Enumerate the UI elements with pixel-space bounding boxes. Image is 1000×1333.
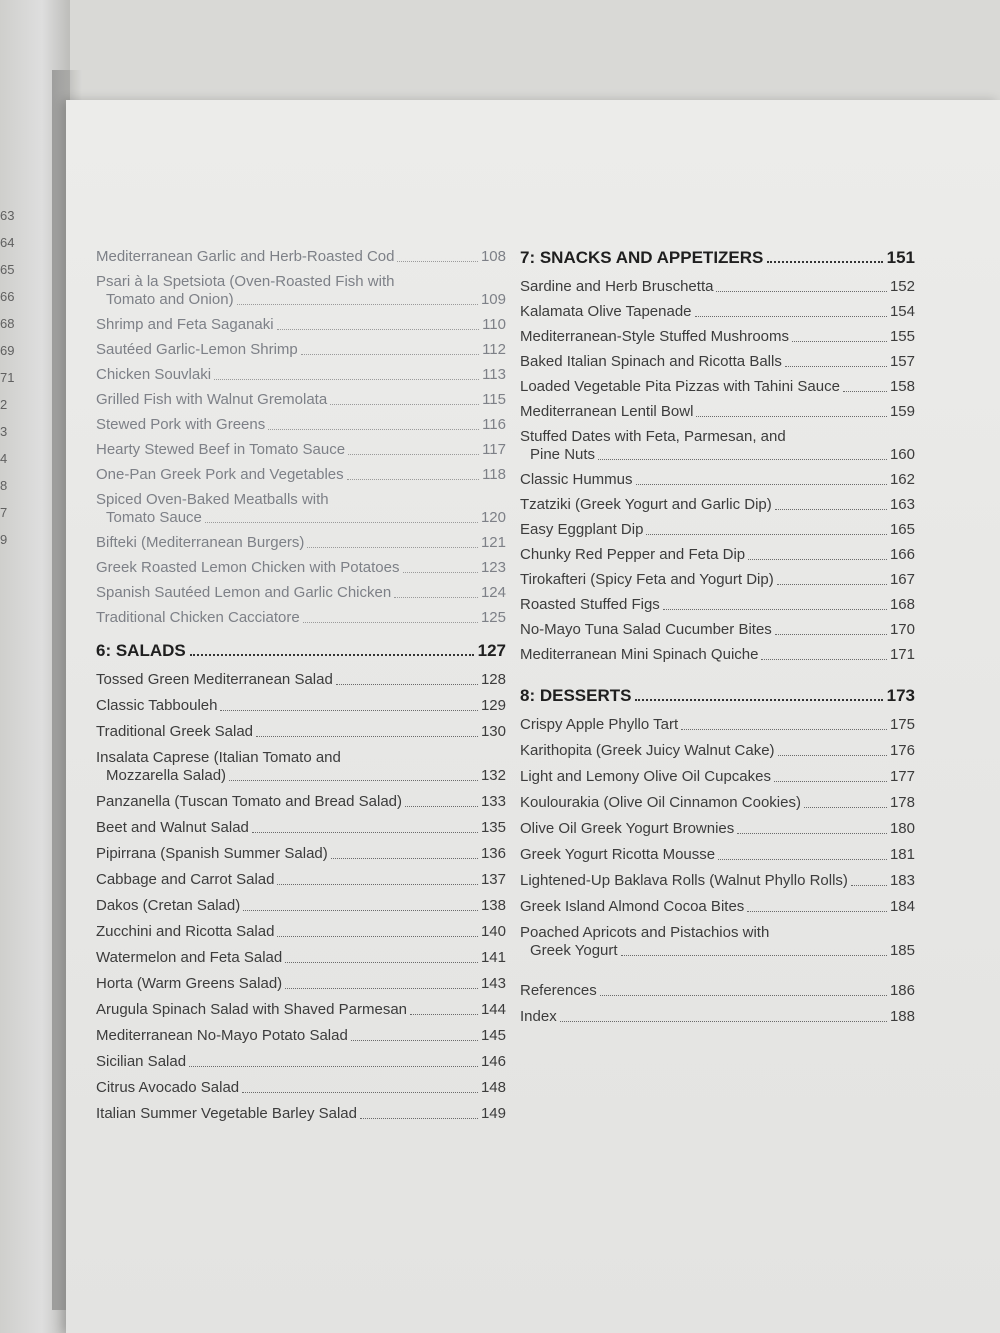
dot-leader: [405, 806, 478, 807]
entry-page: 138: [480, 897, 506, 914]
entry-page: 141: [480, 949, 506, 966]
entry-title: Insalata Caprese (Italian Tomato and: [96, 749, 341, 766]
entry-page: 180: [889, 820, 915, 837]
toc-entry: [520, 303, 915, 321]
chapter-page: 151: [886, 248, 915, 267]
entry-title: Grilled Fish with Walnut Gremolata: [96, 391, 328, 408]
margin-number: 64: [0, 235, 15, 250]
toc-entry: [96, 534, 506, 552]
margin-number: 69: [0, 343, 15, 358]
entry-page: 181: [889, 846, 915, 863]
dot-leader: [214, 379, 479, 380]
dot-leader: [775, 509, 887, 510]
entry-page: 135: [480, 819, 506, 836]
toc-entry: [520, 428, 915, 464]
entry-title: Olive Oil Greek Yogurt Brownies: [520, 820, 735, 837]
margin-number: 68: [0, 316, 15, 331]
toc-entry: [520, 716, 915, 734]
entry-title: Classic Tabbouleh: [96, 697, 218, 714]
dot-leader: [277, 884, 478, 885]
toc-entry: [96, 341, 506, 359]
margin-number: 4: [0, 451, 8, 466]
toc-entry: [96, 819, 506, 837]
toc-entry: [96, 671, 506, 689]
entry-page: 140: [480, 923, 506, 940]
dot-leader: [747, 911, 887, 912]
dot-leader: [843, 391, 887, 392]
margin-number: 66: [0, 289, 15, 304]
dot-leader: [277, 936, 478, 937]
chapter-title: 8: DESSERTS: [520, 686, 632, 705]
dot-leader: [635, 699, 882, 701]
entry-title: One-Pan Greek Pork and Vegetables: [96, 466, 344, 483]
entry-page: 159: [889, 403, 915, 420]
toc-entry: [96, 749, 506, 785]
toc-entry: [96, 949, 506, 967]
entry-page: 123: [480, 559, 506, 576]
entry-page: 163: [889, 496, 915, 513]
entry-page: 112: [482, 341, 506, 358]
dot-leader: [718, 859, 887, 860]
dot-leader: [785, 366, 887, 367]
dot-leader: [277, 329, 479, 330]
dot-leader: [767, 261, 882, 263]
entry-title-cont: Tomato Sauce: [106, 509, 202, 526]
toc-entry: [520, 646, 915, 664]
entry-title-cont: Mozzarella Salad): [106, 767, 227, 784]
entry-page: 118: [482, 466, 506, 483]
entry-page: 158: [889, 378, 915, 395]
entry-page: 162: [889, 471, 915, 488]
dot-leader: [696, 416, 887, 417]
entry-title: Chunky Red Pepper and Feta Dip: [520, 546, 746, 563]
entry-line-2: [520, 942, 915, 960]
dot-leader: [716, 291, 887, 292]
toc-entry: [520, 328, 915, 346]
entry-title: Tirokafteri (Spicy Feta and Yogurt Dip): [520, 571, 774, 588]
margin-number: 8: [0, 478, 8, 493]
entry-page: 149: [480, 1105, 506, 1122]
entry-title: Spiced Oven-Baked Meatballs with: [96, 491, 329, 508]
entry-page: 129: [480, 697, 506, 714]
toc-entry: [520, 820, 915, 838]
entry-page: 117: [482, 441, 506, 458]
dot-leader: [237, 304, 478, 305]
entry-page: 178: [889, 794, 915, 811]
dot-leader: [242, 1092, 478, 1093]
entry-title: No-Mayo Tuna Salad Cucumber Bites: [520, 621, 772, 638]
entry-page: 116: [482, 416, 506, 433]
entry-title: Koulourakia (Olive Oil Cinnamon Cookies): [520, 794, 801, 811]
entry-page: 110: [482, 316, 506, 333]
entry-title: Tzatziki (Greek Yogurt and Garlic Dip): [520, 496, 772, 513]
entry-title: Sicilian Salad: [96, 1053, 187, 1070]
entry-page: 183: [889, 872, 915, 889]
margin-number: 2: [0, 397, 8, 412]
dot-leader: [695, 316, 887, 317]
entry-title: Mediterranean Mini Spinach Quiche: [520, 646, 759, 663]
entry-page: 176: [889, 742, 915, 759]
toc-entry: [520, 621, 915, 639]
toc-entry: [520, 596, 915, 614]
margin-number: 63: [0, 208, 15, 223]
entry-page: 154: [889, 303, 915, 320]
entry-title: Spanish Sautéed Lemon and Garlic Chicken: [96, 584, 392, 601]
entry-page: 108: [480, 248, 506, 265]
dot-leader: [330, 404, 479, 405]
dot-leader: [360, 1118, 478, 1119]
dot-leader: [804, 807, 887, 808]
entry-title: Sardine and Herb Bruschetta: [520, 278, 714, 295]
entry-title: Greek Yogurt Ricotta Mousse: [520, 846, 716, 863]
entry-page: 133: [480, 793, 506, 810]
entry-page: 144: [480, 1001, 506, 1018]
dot-leader: [394, 597, 478, 598]
dot-leader: [229, 780, 478, 781]
entry-page: 109: [480, 291, 506, 308]
dot-leader: [205, 522, 478, 523]
entry-title: Shrimp and Feta Saganaki: [96, 316, 274, 333]
chapter-heading-snacks: [520, 248, 915, 268]
entry-title: Horta (Warm Greens Salad): [96, 975, 283, 992]
dot-leader: [331, 858, 478, 859]
toc-entry: [96, 559, 506, 577]
entry-page: 136: [480, 845, 506, 862]
entry-page: 128: [480, 671, 506, 688]
entry-page: 175: [889, 716, 915, 733]
toc-entry: [96, 248, 506, 266]
toc-entry: [520, 846, 915, 864]
entry-title: Hearty Stewed Beef in Tomato Sauce: [96, 441, 346, 458]
chapter-title: 6: SALADS: [96, 641, 186, 660]
dot-leader: [777, 584, 887, 585]
entry-title-cont: Tomato and Onion): [106, 291, 234, 308]
toc-entry: [96, 466, 506, 484]
dot-leader: [285, 988, 478, 989]
entry-title: Traditional Greek Salad: [96, 723, 254, 740]
chapter-heading-desserts: [520, 686, 915, 706]
dot-leader: [663, 609, 887, 610]
entry-title: Crispy Apple Phyllo Tart: [520, 716, 679, 733]
entry-page: 148: [480, 1079, 506, 1096]
entry-title: Easy Eggplant Dip: [520, 521, 644, 538]
toc-entry: [96, 366, 506, 384]
dot-leader: [778, 755, 887, 756]
entry-title: Baked Italian Spinach and Ricotta Balls: [520, 353, 782, 370]
facing-page-numbers: [0, 208, 24, 559]
toc-entry: [520, 496, 915, 514]
dot-leader: [761, 659, 887, 660]
chapter-page: 173: [886, 686, 915, 705]
entry-title: Mediterranean Lentil Bowl: [520, 403, 694, 420]
entry-page: 124: [480, 584, 506, 601]
toc-entry: [96, 845, 506, 863]
toc-entry: [96, 975, 506, 993]
toc-entry: [520, 924, 915, 960]
dot-leader: [252, 832, 478, 833]
dot-leader: [636, 484, 887, 485]
dot-leader: [560, 1021, 887, 1022]
dot-leader: [737, 833, 887, 834]
dot-leader: [303, 622, 478, 623]
dot-leader: [775, 634, 887, 635]
toc-entry: [96, 793, 506, 811]
entry-title: Traditional Chicken Cacciatore: [96, 609, 300, 626]
toc-entry: [96, 273, 506, 309]
entry-line-2: [520, 446, 915, 464]
toc-entry: [96, 584, 506, 602]
entry-title: Dakos (Cretan Salad): [96, 897, 241, 914]
margin-number: 3: [0, 424, 8, 439]
entry-page: 115: [482, 391, 506, 408]
toc-entry: [96, 491, 506, 527]
entry-title-cont: Pine Nuts: [530, 446, 596, 463]
dot-leader: [646, 534, 887, 535]
toc-entry: [96, 1105, 506, 1123]
dot-leader: [256, 736, 478, 737]
chapter-heading-salads: [96, 641, 506, 661]
entry-title: Cabbage and Carrot Salad: [96, 871, 275, 888]
entry-page: 157: [889, 353, 915, 370]
entry-page: 143: [480, 975, 506, 992]
toc-entry: [96, 723, 506, 741]
entry-title: Greek Island Almond Cocoa Bites: [520, 898, 745, 915]
snacks-entries: [520, 278, 915, 664]
entry-title: Tossed Green Mediterranean Salad: [96, 671, 333, 688]
dot-leader: [774, 781, 887, 782]
entry-title: Beet and Walnut Salad: [96, 819, 249, 836]
dot-leader: [243, 910, 478, 911]
dot-leader: [600, 995, 887, 996]
entry-page: 170: [889, 621, 915, 638]
entry-title: Stuffed Dates with Feta, Parmesan, and: [520, 428, 786, 445]
dot-leader: [285, 962, 478, 963]
entry-title: References: [520, 982, 597, 999]
toc-entry: [96, 441, 506, 459]
dot-leader: [397, 261, 477, 262]
dot-leader: [748, 559, 887, 560]
toc-entry: [96, 1053, 506, 1071]
entry-title-cont: Greek Yogurt: [530, 942, 618, 959]
entry-line-2: [96, 291, 506, 309]
entry-title: Roasted Stuffed Figs: [520, 596, 660, 613]
entry-page: 184: [889, 898, 915, 915]
entry-title: Zucchini and Ricotta Salad: [96, 923, 275, 940]
margin-number: 65: [0, 262, 15, 277]
entry-title: Chicken Souvlaki: [96, 366, 212, 383]
entry-title: Pipirrana (Spanish Summer Salad): [96, 845, 328, 862]
toc-entry: [96, 697, 506, 715]
entry-page: 167: [889, 571, 915, 588]
entry-title: Lightened-Up Baklava Rolls (Walnut Phyllo Rolls): [520, 872, 848, 889]
entry-page: 121: [480, 534, 506, 551]
entry-title: Light and Lemony Olive Oil Cupcakes: [520, 768, 771, 785]
dot-leader: [301, 354, 479, 355]
toc-entry: [520, 378, 915, 396]
entry-title: Poached Apricots and Pistachios with: [520, 924, 770, 941]
toc-entry: [520, 898, 915, 916]
back-matter-entries: [520, 982, 915, 1026]
entry-title: Stewed Pork with Greens: [96, 416, 266, 433]
dot-leader: [681, 729, 887, 730]
toc-entry: [520, 278, 915, 296]
dot-leader: [851, 885, 887, 886]
margin-number: 7: [0, 505, 8, 520]
toc-entry: [520, 546, 915, 564]
entry-page: 113: [482, 366, 506, 383]
toc-entry: [520, 982, 915, 1000]
entry-page: 130: [480, 723, 506, 740]
entry-title: Watermelon and Feta Salad: [96, 949, 283, 966]
toc-entry: [520, 872, 915, 890]
entry-page: 185: [889, 942, 915, 959]
toc-entry: [520, 403, 915, 421]
entry-title: Classic Hummus: [520, 471, 633, 488]
entry-title: Index: [520, 1008, 557, 1025]
entry-page: 188: [889, 1008, 915, 1025]
entry-title: Panzanella (Tuscan Tomato and Bread Salad): [96, 793, 403, 810]
toc-entry: [520, 353, 915, 371]
dot-leader: [189, 1066, 478, 1067]
entry-page: 132: [480, 767, 506, 784]
entry-title: Karithopita (Greek Juicy Walnut Cake): [520, 742, 775, 759]
entry-line-2: [96, 509, 506, 527]
toc-entry: [520, 571, 915, 589]
entry-title: Psari à la Spetsiota (Oven-Roasted Fish with: [96, 273, 395, 290]
entry-page: 120: [480, 509, 506, 526]
entry-page: 145: [480, 1027, 506, 1044]
toc-entry: [96, 1001, 506, 1019]
entry-title: Loaded Vegetable Pita Pizzas with Tahini Sauce: [520, 378, 840, 395]
entry-page: 177: [889, 768, 915, 785]
dot-leader: [351, 1040, 478, 1041]
dot-leader: [792, 341, 887, 342]
toc-entry: [520, 1008, 915, 1026]
entry-title: Sautéed Garlic-Lemon Shrimp: [96, 341, 298, 358]
entry-title: Kalamata Olive Tapenade: [520, 303, 692, 320]
entry-title: Mediterranean No-Mayo Potato Salad: [96, 1027, 348, 1044]
toc-entry: [96, 923, 506, 941]
entry-page: 186: [889, 982, 915, 999]
toc-entry: [96, 609, 506, 627]
dot-leader: [347, 479, 479, 480]
entry-line-2: [96, 767, 506, 785]
desserts-entries: [520, 716, 915, 960]
toc-entry: [520, 471, 915, 489]
entry-title: Citrus Avocado Salad: [96, 1079, 240, 1096]
toc-entry: [520, 768, 915, 786]
toc-entry: [96, 871, 506, 889]
salads-entries: [96, 671, 506, 1123]
toc-entry: [96, 897, 506, 915]
dot-leader: [348, 454, 479, 455]
entry-title: Arugula Spinach Salad with Shaved Parmesan: [96, 1001, 408, 1018]
chapter-title: 7: SNACKS AND APPETIZERS: [520, 248, 764, 267]
dot-leader: [336, 684, 478, 685]
entry-page: 137: [480, 871, 506, 888]
toc-entry: [96, 391, 506, 409]
entry-page: 168: [889, 596, 915, 613]
entry-page: 166: [889, 546, 915, 563]
toc-entry: [96, 1079, 506, 1097]
entry-title: Bifteki (Mediterranean Burgers): [96, 534, 305, 551]
entry-title: Mediterranean Garlic and Herb-Roasted Cod: [96, 248, 395, 265]
dot-leader: [220, 710, 478, 711]
entry-page: 165: [889, 521, 915, 538]
dot-leader: [403, 572, 478, 573]
toc-right-column: [520, 248, 915, 1034]
continued-entries: [96, 248, 506, 627]
margin-number: 71: [0, 370, 15, 385]
dot-leader: [621, 955, 887, 956]
toc-left-column: [96, 248, 506, 1131]
entry-title: Mediterranean-Style Stuffed Mushrooms: [520, 328, 790, 345]
entry-page: 155: [889, 328, 915, 345]
toc-entry: [96, 316, 506, 334]
toc-entry: [520, 521, 915, 539]
entry-title: Italian Summer Vegetable Barley Salad: [96, 1105, 357, 1122]
dot-leader: [268, 429, 479, 430]
chapter-page: 127: [477, 641, 506, 660]
margin-number: 9: [0, 532, 8, 547]
entry-title: Greek Roasted Lemon Chicken with Potatoes: [96, 559, 400, 576]
toc-entry: [96, 1027, 506, 1045]
toc-entry: [96, 416, 506, 434]
dot-leader: [598, 459, 887, 460]
toc-entry: [520, 794, 915, 812]
entry-page: 152: [889, 278, 915, 295]
entry-page: 171: [889, 646, 915, 663]
toc-entry: [520, 742, 915, 760]
dot-leader: [307, 547, 478, 548]
dot-leader: [190, 654, 474, 656]
entry-page: 125: [480, 609, 506, 626]
dot-leader: [410, 1014, 478, 1015]
entry-page: 146: [480, 1053, 506, 1070]
entry-page: 160: [889, 446, 915, 463]
